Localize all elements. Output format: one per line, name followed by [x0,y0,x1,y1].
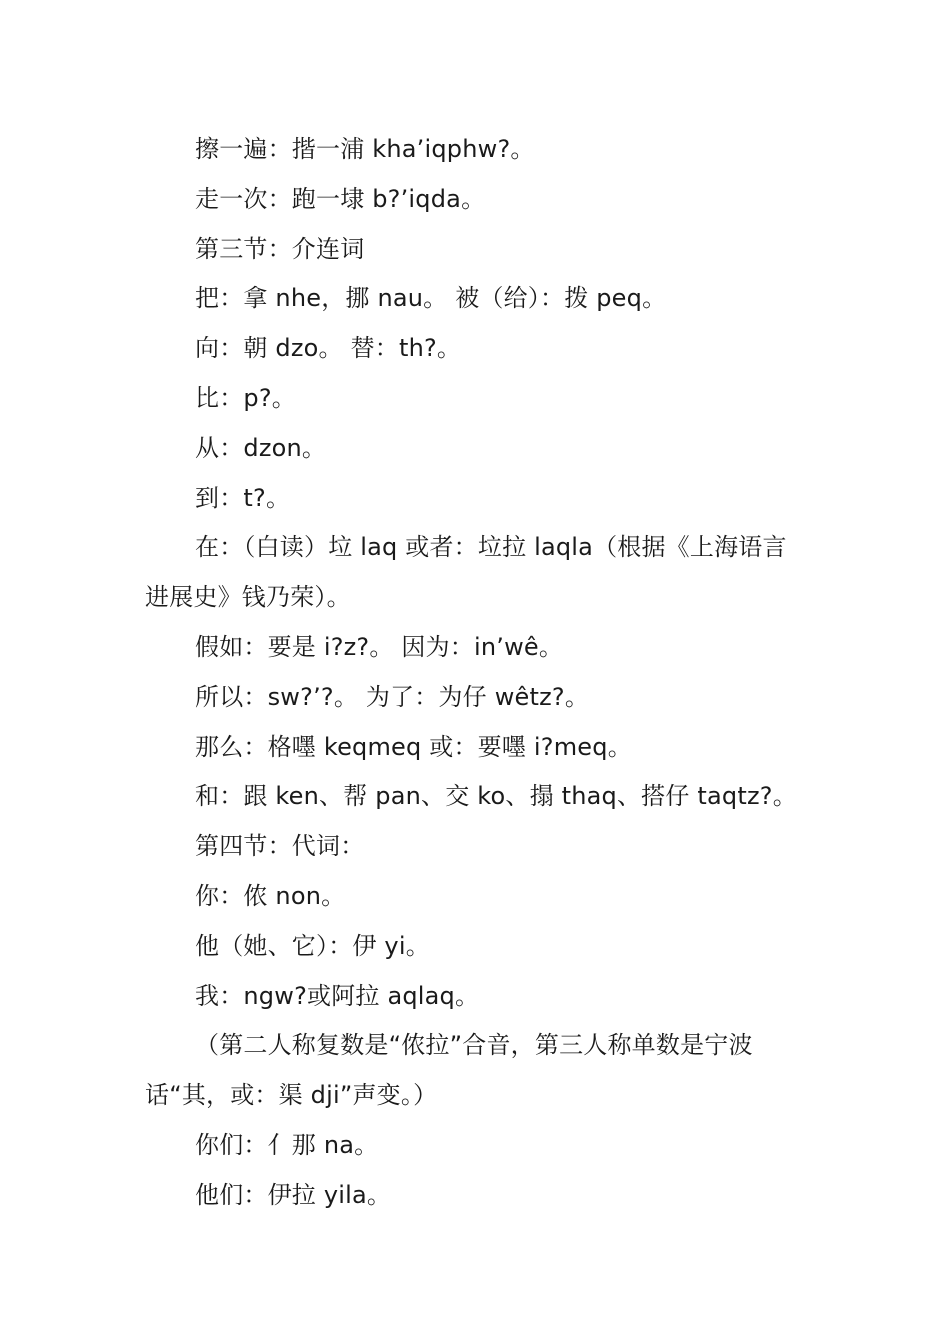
paragraph-zou-yi-ci: 走一次：跑一埭 b?’iqda。 [195,184,486,213]
document-body [145,125,805,1221]
paragraph-nimen: 你们：亻那 na。 [195,1130,379,1159]
paragraph-suoyi: 所以：sw?’?。 为了：为仔 wêtz?。 [195,682,590,711]
paragraph-ba: 把：拿 nhe，挪 nau。 被（给）：拨 peq。 [195,284,667,313]
paragraph-ca-yi-bian: 擦一遍：揩一浦 kha’iqphw?。 [195,135,535,163]
paragraph-cong: 从：dzon。 [195,433,327,462]
paragraph-wo: 我：ngw?或阿拉 aqlaq。 [195,981,480,1010]
paragraph-he: 和：跟 ken、帮 pan、交 ko、搨 thaq、搭仔 taqtz?。 [195,782,797,811]
paragraph-jiaru: 假如：要是 i?z?。 因为：in’wê。 [195,632,564,661]
paragraph-zai: 在：（白读）垃 laq 或者：垃拉 laqla（根据《上海语言进展史》钱乃荣）。 [145,533,787,612]
section-heading-4: 第四节：代词： [195,832,365,861]
paragraph-bi: 比：p?。 [195,383,296,412]
paragraph-ni: 你：侬 non。 [195,881,346,910]
paragraph-xiang: 向：朝 dzo。 替：th?。 [195,334,462,363]
paragraph-dao: 到：t?。 [195,483,291,512]
section-heading-3: 第三节：介连词 [195,234,365,263]
paragraph-name: 那么：格嚜 keqmeq 或：要嚜 i?meq。 [195,732,632,761]
paragraph-tamen: 他们：伊拉 yila。 [195,1180,392,1209]
paragraph-ta: 他（她、它）：伊 yi。 [195,931,430,960]
paragraph-note: （第二人称复数是“侬拉”合音，第三人称单数是宁波话“其，或：渠 dji”声变。） [145,1031,753,1110]
